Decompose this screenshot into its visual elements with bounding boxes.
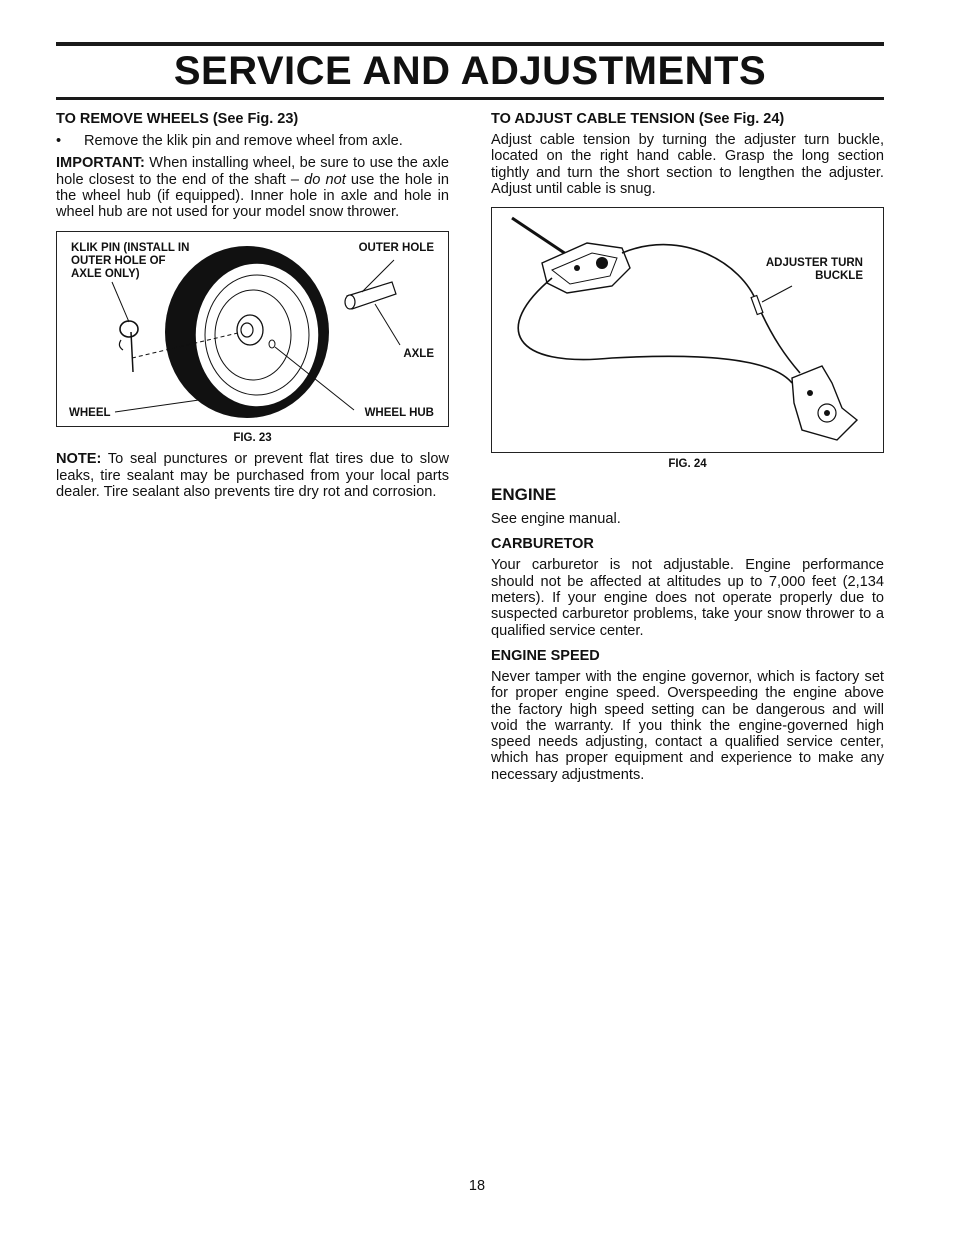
engine-text: See engine manual.: [491, 511, 621, 528]
cable-tension-heading: TO ADJUST CABLE TENSION (See Fig. 24): [491, 111, 785, 127]
top-rule: [56, 42, 884, 46]
right-column: [491, 108, 884, 783]
label-klik-pin: KLIK PIN (INSTALL IN OUTER HOLE OF AXLE ONLY): [71, 242, 190, 281]
engine-speed-heading: ENGINE SPEED: [491, 647, 600, 664]
label-wheel: WHEEL: [69, 407, 111, 420]
bullet-item: [56, 133, 449, 149]
label-outer-hole: OUTER HOLE: [358, 242, 434, 255]
label-adjuster-turn-buckle: ADJUSTER TURN BUCKLE: [765, 257, 863, 283]
remove-wheels-heading: TO REMOVE WHEELS (See Fig. 23): [56, 111, 299, 127]
page-title: SERVICE AND ADJUSTMENTS: [173, 49, 767, 93]
carburetor-text: Your carburetor is not adjustable. Engine performance should not be affected at altitudes up to 7,000 feet (2,134 meters). If your engine does not operate properly due to suspected carburetor problems, take your snow thrower to a qualified service center.: [491, 557, 884, 639]
engine-heading: ENGINE: [491, 485, 557, 505]
fig23-caption: FIG. 23: [233, 432, 272, 445]
page-number: 18: [468, 1178, 486, 1194]
important-italic: do not: [304, 171, 346, 188]
important-label: IMPORTANT:: [56, 155, 145, 172]
title-underline: [56, 97, 884, 100]
bullet-text: Remove the klik pin and remove wheel from axle.: [84, 133, 403, 149]
cable-illustration: [492, 208, 883, 452]
label-axle: AXLE: [403, 348, 434, 361]
note-paragraph: [56, 451, 449, 500]
carburetor-heading: CARBURETOR: [491, 536, 594, 553]
figure-23: [56, 231, 449, 427]
important-text-1: When installing wheel, be sure to use the axle hole closest to the end of the shaft –: [56, 155, 449, 188]
bullet-marker: •: [56, 133, 62, 149]
important-text-2: use the hole in the wheel hub (if equipped). Inner hole in axle and hole in wheel hub are not used for your model snow thrower.: [56, 171, 449, 221]
note-text: To seal punctures or prevent flat tires due to slow leaks, tire sealant may be purchased from your local parts dealer. Tire sealant also prevents tire dry rot and corrosion.: [56, 451, 449, 501]
important-paragraph: [56, 155, 449, 220]
engine-speed-text: Never tamper with the engine governor, which is factory set for proper engine speed. Overspeeding the engine above the factory high speed setting can be dangerous and will void the warranty. If you think the engine-governed high speed needs adjusting, contact a qualified service center, which has proper equipment and experience to make any necessary adjustments.: [491, 668, 884, 783]
figure-24: [491, 207, 884, 453]
fig24-caption: FIG. 24: [668, 458, 707, 471]
note-label: NOTE:: [56, 451, 102, 468]
left-column: [56, 108, 449, 500]
label-wheel-hub: WHEEL HUB: [364, 407, 434, 420]
cable-tension-text: Adjust cable tension by turning the adjuster turn buckle, located on the right hand cable. Grasp the long section tightly and turn the short section to lengthen the adjuster. Adjust until cable is snug.: [491, 132, 884, 197]
